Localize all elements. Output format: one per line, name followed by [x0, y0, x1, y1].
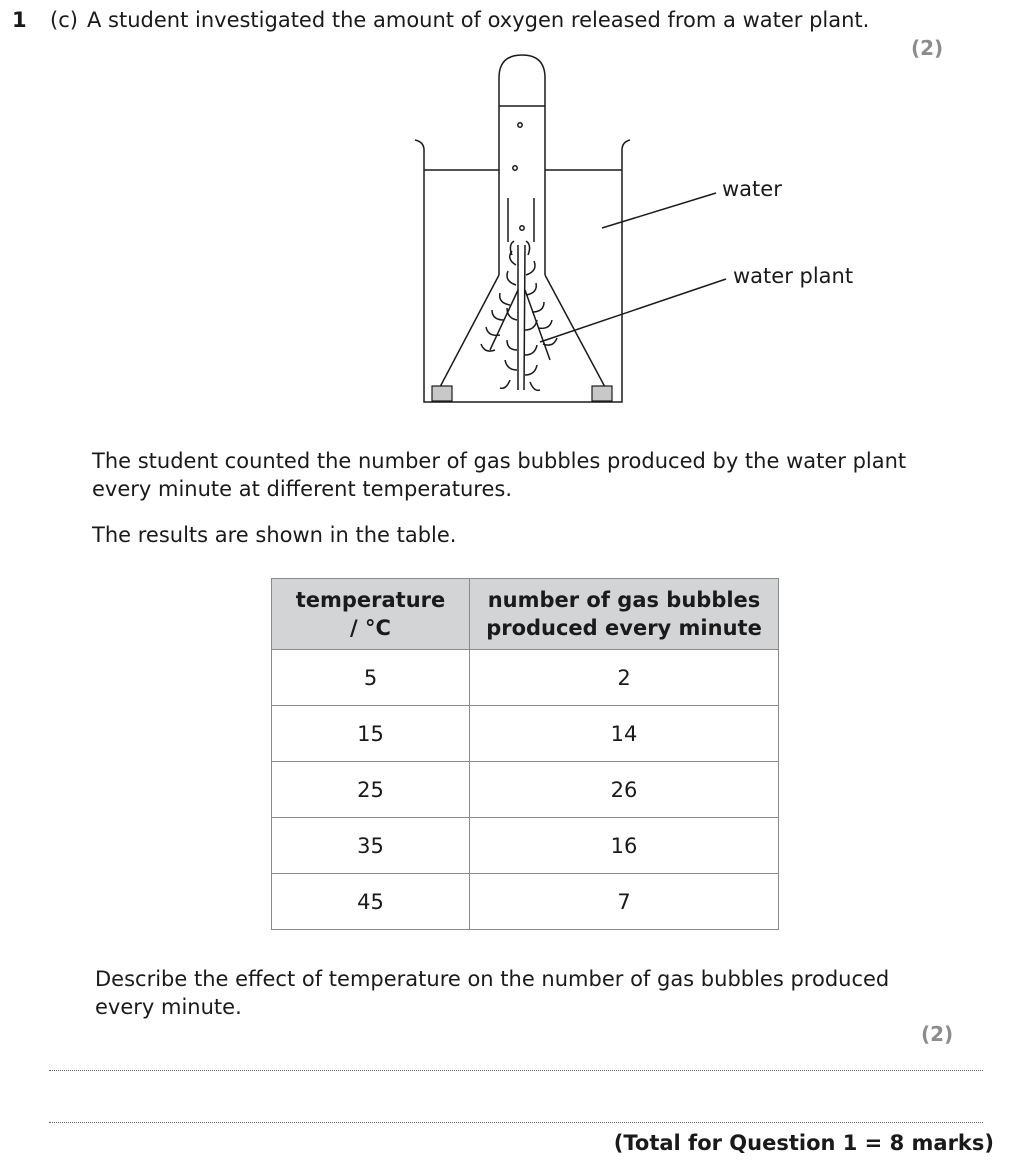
cell-bubbles: 16	[470, 818, 779, 874]
cell-temperature: 25	[272, 762, 470, 818]
cell-temperature: 35	[272, 818, 470, 874]
paragraph-method-line1: The student counted the number of gas bubbles produced by the water plant	[92, 449, 907, 473]
bubble	[513, 166, 517, 170]
funnel-right	[545, 275, 605, 387]
paragraph-method-line2: every minute at different temperatures.	[92, 477, 512, 501]
cell-temperature: 45	[272, 874, 470, 930]
marks-top: (2)	[911, 36, 944, 60]
table-row	[272, 650, 779, 706]
header-bubbles: number of gas bubbles produced every minute	[470, 579, 779, 650]
support-left	[432, 386, 452, 401]
cell-bubbles: 14	[470, 706, 779, 762]
paragraph-results: The results are shown in the table.	[92, 523, 457, 547]
question-intro: A student investigated the amount of oxygen released from a water plant.	[87, 8, 870, 32]
table-row	[272, 874, 779, 930]
header-temperature: temperature / °C	[272, 579, 470, 650]
beaker-outline	[415, 140, 630, 402]
answer-line[interactable]	[49, 1070, 983, 1071]
funnel-left	[440, 275, 499, 387]
test-tube	[499, 55, 545, 275]
cell-temperature: 5	[272, 650, 470, 706]
bubble	[518, 123, 522, 127]
paragraph-method	[92, 447, 912, 503]
cell-bubbles: 26	[470, 762, 779, 818]
bubble	[520, 226, 524, 230]
water-label-line	[602, 193, 716, 228]
experiment-diagram	[400, 50, 880, 410]
question-part: (c)	[50, 8, 78, 32]
answer-line[interactable]	[49, 1122, 983, 1123]
cell-bubbles: 7	[470, 874, 779, 930]
table-row	[272, 706, 779, 762]
label-water: water	[722, 177, 782, 201]
total-marks: (Total for Question 1 = 8 marks)	[613, 1131, 994, 1155]
table-row	[272, 762, 779, 818]
table-row	[272, 818, 779, 874]
label-water-plant: water plant	[733, 264, 854, 288]
cell-temperature: 15	[272, 706, 470, 762]
paragraph-describe-line1: Describe the effect of temperature on the number of gas bubbles produced	[95, 967, 890, 991]
marks-bottom: (2)	[921, 1022, 954, 1046]
question-number: 1	[12, 8, 27, 32]
results-table	[271, 578, 779, 930]
plant-label-line	[540, 279, 726, 342]
paragraph-describe	[95, 965, 915, 1021]
support-right	[592, 386, 612, 401]
cell-bubbles: 2	[470, 650, 779, 706]
paragraph-describe-line2: every minute.	[95, 995, 242, 1019]
